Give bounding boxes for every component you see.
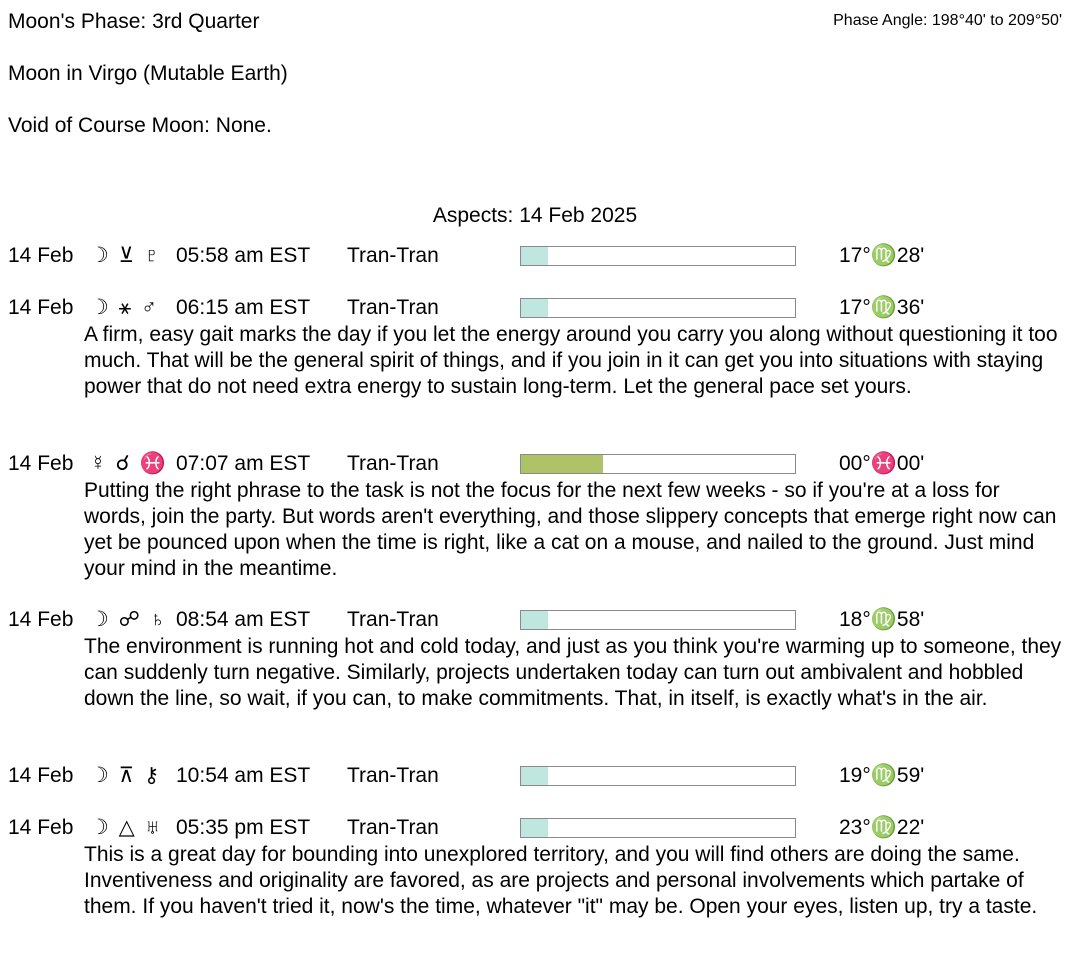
aspect-type: Tran-Tran — [347, 296, 439, 319]
strength-bar-fill — [521, 819, 548, 837]
aspect-entry — [8, 764, 1072, 788]
aspect-time: 08:54 am EST — [176, 608, 311, 631]
aspect-date: 14 Feb — [8, 764, 74, 787]
aspect-time: 05:35 pm EST — [176, 816, 311, 839]
aspect-type: Tran-Tran — [347, 764, 439, 787]
moon-sign: Moon in Virgo (Mutable Earth) — [8, 62, 288, 85]
aspect-position: 00°♓00' — [839, 452, 925, 475]
strength-bar-fill — [521, 767, 548, 785]
aspect-entry — [8, 244, 1072, 268]
aspect-date: 14 Feb — [8, 296, 74, 319]
strength-bar-fill — [521, 299, 548, 317]
aspect-position: 23°♍22' — [839, 816, 925, 839]
aspect-position: 17°♍28' — [839, 244, 925, 267]
strength-bar — [520, 454, 796, 474]
aspect-entry — [8, 452, 1072, 582]
aspect-type: Tran-Tran — [347, 608, 439, 631]
strength-bar — [520, 298, 796, 318]
aspect-type: Tran-Tran — [347, 816, 439, 839]
aspect-date: 14 Feb — [8, 608, 74, 631]
moon-phase: Moon's Phase: 3rd Quarter — [8, 10, 260, 33]
strength-bar — [520, 818, 796, 838]
aspect-row — [8, 244, 1072, 268]
strength-bar — [520, 246, 796, 266]
strength-bar-fill — [521, 611, 548, 629]
aspects-title: Aspects: 14 Feb 2025 — [432, 204, 638, 227]
aspect-entry — [8, 816, 1072, 920]
aspect-time: 06:15 am EST — [176, 296, 311, 319]
aspect-glyphs: ☽ ⚹ ♂ — [90, 296, 159, 319]
aspect-position: 19°♍59' — [839, 764, 925, 787]
aspect-date: 14 Feb — [8, 816, 74, 839]
aspect-date: 14 Feb — [8, 244, 74, 267]
aspect-date: 14 Feb — [8, 452, 74, 475]
aspect-description: A firm, easy gait marks the day if you let the energy around you carry you along without questioning it too much. That will be the general spirit of things, and if you join in it can get you into situations with staying power that do not need extra energy to sustain long-term. Let the general pace set yours. — [84, 323, 1058, 398]
strength-bar-fill — [521, 247, 548, 265]
aspect-position: 17°♍36' — [839, 296, 925, 319]
aspect-glyphs: ☽ ⊼ ⚷ — [90, 764, 162, 787]
aspect-time: 05:58 am EST — [176, 244, 311, 267]
aspect-time: 10:54 am EST — [176, 764, 311, 787]
phase-angle: Phase Angle: 198°40' to 209°50' — [833, 12, 1062, 29]
aspect-row — [8, 608, 1072, 632]
strength-bar — [520, 610, 796, 630]
aspect-type: Tran-Tran — [347, 244, 439, 267]
aspect-time: 07:07 am EST — [176, 452, 311, 475]
aspect-position: 18°♍58' — [839, 608, 925, 631]
aspect-description: Putting the right phrase to the task is not the focus for the next few weeks - so if you're at a loss for words, join the party. But words aren't everything, and those slippery concepts that emerge right now can yet be pounced upon when the time is right, like a cat on a mouse, and nailed to the ground. Just mind your mind in the meantime. — [84, 479, 1057, 580]
aspect-glyphs: ☽ △ ♅ — [90, 816, 163, 839]
strength-bar-fill — [521, 455, 603, 473]
aspect-glyphs: ☽ ☍ ♄ — [90, 608, 168, 631]
void-of-course: Void of Course Moon: None. — [8, 114, 272, 137]
aspect-row — [8, 296, 1072, 320]
aspect-glyphs: ☿ ☌ ♓ — [90, 452, 168, 475]
aspect-row — [8, 452, 1072, 476]
aspect-row — [8, 816, 1072, 840]
aspect-type: Tran-Tran — [347, 452, 439, 475]
aspect-entry — [8, 296, 1072, 400]
aspect-description: The environment is running hot and cold today, and just as you think you're warming up to someone, they can suddenly turn negative. Similarly, projects undertaken today can turn out ambivalent and hobbled down the line, so wait, if you can, to make commitments. That, in itself, is exactly what's in the air. — [84, 635, 1062, 710]
strength-bar — [520, 766, 796, 786]
aspect-description: This is a great day for bounding into unexplored territory, and you will find others are doing the same. Inventiveness and originality are favored, as are projects and personal involvements which partake of them. If you haven't tried it, now's the time, whatever "it" may be. Open your eyes, listen up, try a taste. — [84, 843, 1038, 918]
aspect-entry — [8, 608, 1072, 712]
aspect-glyphs: ☽ ⊻ ♇ — [90, 244, 162, 267]
aspect-row — [8, 764, 1072, 788]
